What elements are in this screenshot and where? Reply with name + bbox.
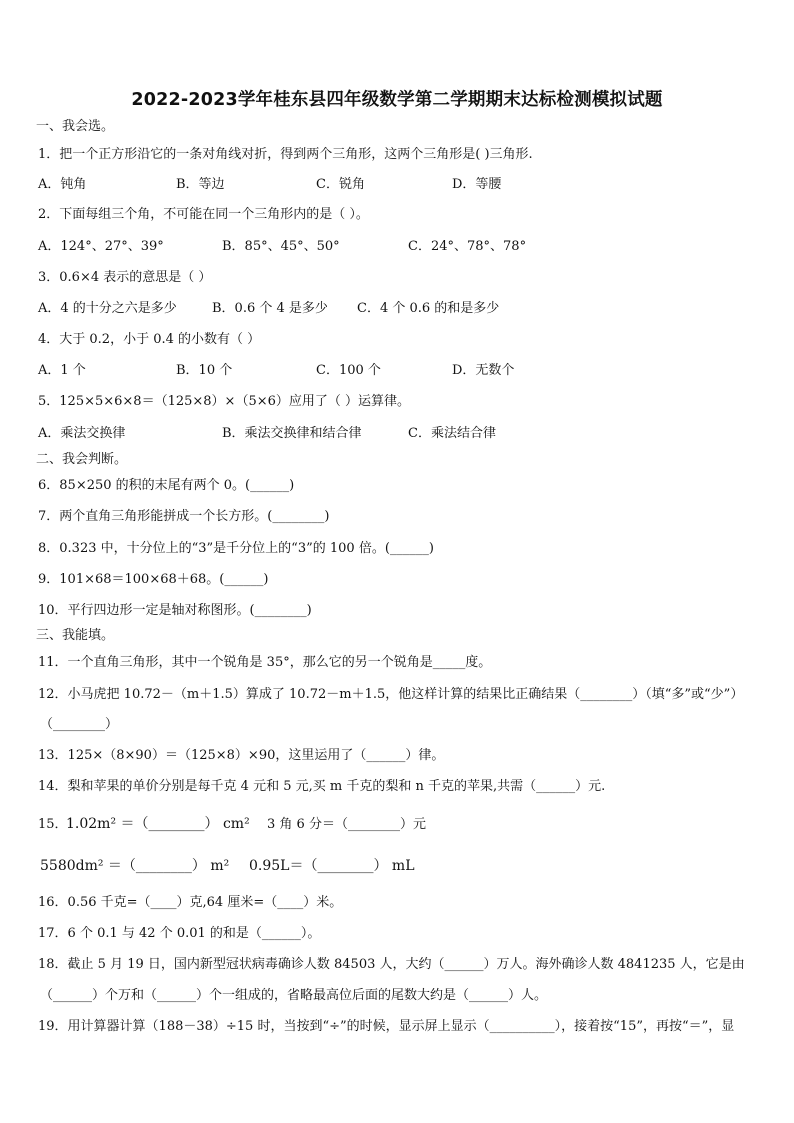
q1-option-c: C．锐角	[316, 177, 365, 192]
q2-option-a: A．124°、27°、39°	[38, 239, 164, 254]
question-2: 2．下面每组三个角，不可能在同一个三角形内的是（ ）。	[38, 207, 369, 222]
section-heading-judge: 二、我会判断。	[36, 452, 128, 467]
question-18: 18．截止 5 月 19 日，国内新型冠状病毒确诊人数 84503 人，大约（______）万人。海外确诊人数 4841235 人，它是由	[38, 957, 745, 972]
question-5: 5．125×5×6×8＝（125×8）×（5×6）应用了（ ）运算律。	[38, 394, 411, 409]
question-12: 12．小马虎把 10.72－（m＋1.5）算成了 10.72－m＋1.5，他这样计算的结果比正确结果（________）（填“多”或“少”）	[38, 687, 744, 702]
question-15-part-area-1: 1.02m² ＝（________） cm²	[66, 816, 250, 832]
question-18-continued: （______）个万和（______）个一组成的，省略最高位后面的尾数大约是（______）人。	[40, 988, 548, 1003]
question-10: 10．平行四边形一定是轴对称图形。(________)	[38, 603, 312, 618]
question-15-part-money: 3 角 6 分＝（________）元	[267, 817, 426, 832]
q3-option-b: B．0.6 个 4 是多少	[212, 301, 328, 316]
q2-option-c: C．24°、78°、78°	[408, 239, 527, 254]
question-14: 14．梨和苹果的单价分别是每千克 4 元和 5 元,买 m 千克的梨和 n 千克的苹果,共需（______）元.	[38, 779, 606, 794]
question-3: 3．0.6×4 表示的意思是（ ）	[38, 270, 212, 285]
question-7: 7．两个直角三角形能拼成一个长方形。(________)	[38, 509, 330, 524]
question-11: 11．一个直角三角形，其中一个锐角是 35°，那么它的另一个锐角是_____度。	[38, 655, 492, 670]
q5-option-c: C．乘法结合律	[408, 426, 496, 441]
q4-option-c: C．100 个	[316, 363, 381, 378]
question-1: 1．把一个正方形沿它的一条对角线对折，得到两个三角形，这两个三角形是( )三角形.	[38, 147, 533, 162]
question-15-number: 15．	[38, 817, 68, 832]
question-15-part-volume: 0.95L＝（________） mL	[249, 858, 415, 874]
q3-option-c: C．4 个 0.6 的和是多少	[357, 301, 500, 316]
question-4: 4．大于 0.2，小于 0.4 的小数有（ ）	[38, 332, 261, 347]
question-6: 6．85×250 的积的末尾有两个 0。(______)	[38, 478, 295, 493]
question-8: 8．0.323 中，十分位上的“3”是千分位上的“3”的 100 倍。(______)	[38, 541, 434, 556]
q3-option-a: A．4 的十分之六是多少	[38, 301, 177, 316]
q4-option-d: D．无数个	[452, 363, 515, 378]
q2-option-b: B．85°、45°、50°	[222, 239, 340, 254]
question-17: 17．6 个 0.1 与 42 个 0.01 的和是（______）。	[38, 926, 321, 941]
section-heading-fill: 三、我能填。	[36, 628, 115, 643]
page-title: 2022-2023学年桂东县四年级数学第二学期期末达标检测模拟试题	[131, 90, 663, 110]
section-heading-choose: 一、我会选。	[36, 119, 115, 134]
q1-option-b: B．等边	[176, 177, 225, 192]
question-19: 19．用计算器计算（188－38）÷15 时，当按到“÷”的时候，显示屏上显示（__________），接着按“15”，再按“＝”，显	[38, 1019, 735, 1034]
question-16: 16．0.56 千克=（____）克,64 厘米=（____）米。	[38, 895, 343, 910]
q1-option-a: A．钝角	[38, 177, 87, 192]
q4-option-b: B．10 个	[176, 363, 233, 378]
question-13: 13．125×（8×90）＝（125×8）×90，这里运用了（______）律。	[38, 748, 445, 763]
q1-option-d: D．等腰	[452, 177, 502, 192]
q4-option-a: A．1 个	[38, 363, 86, 378]
q5-option-a: A．乘法交换律	[38, 426, 126, 441]
question-9: 9．101×68＝100×68＋68。(______)	[38, 572, 269, 587]
q5-option-b: B．乘法交换律和结合律	[222, 426, 362, 441]
question-12-continued: （________）	[40, 717, 119, 732]
question-15-part-area-2: 5580dm² ＝（________） m²	[40, 858, 230, 874]
